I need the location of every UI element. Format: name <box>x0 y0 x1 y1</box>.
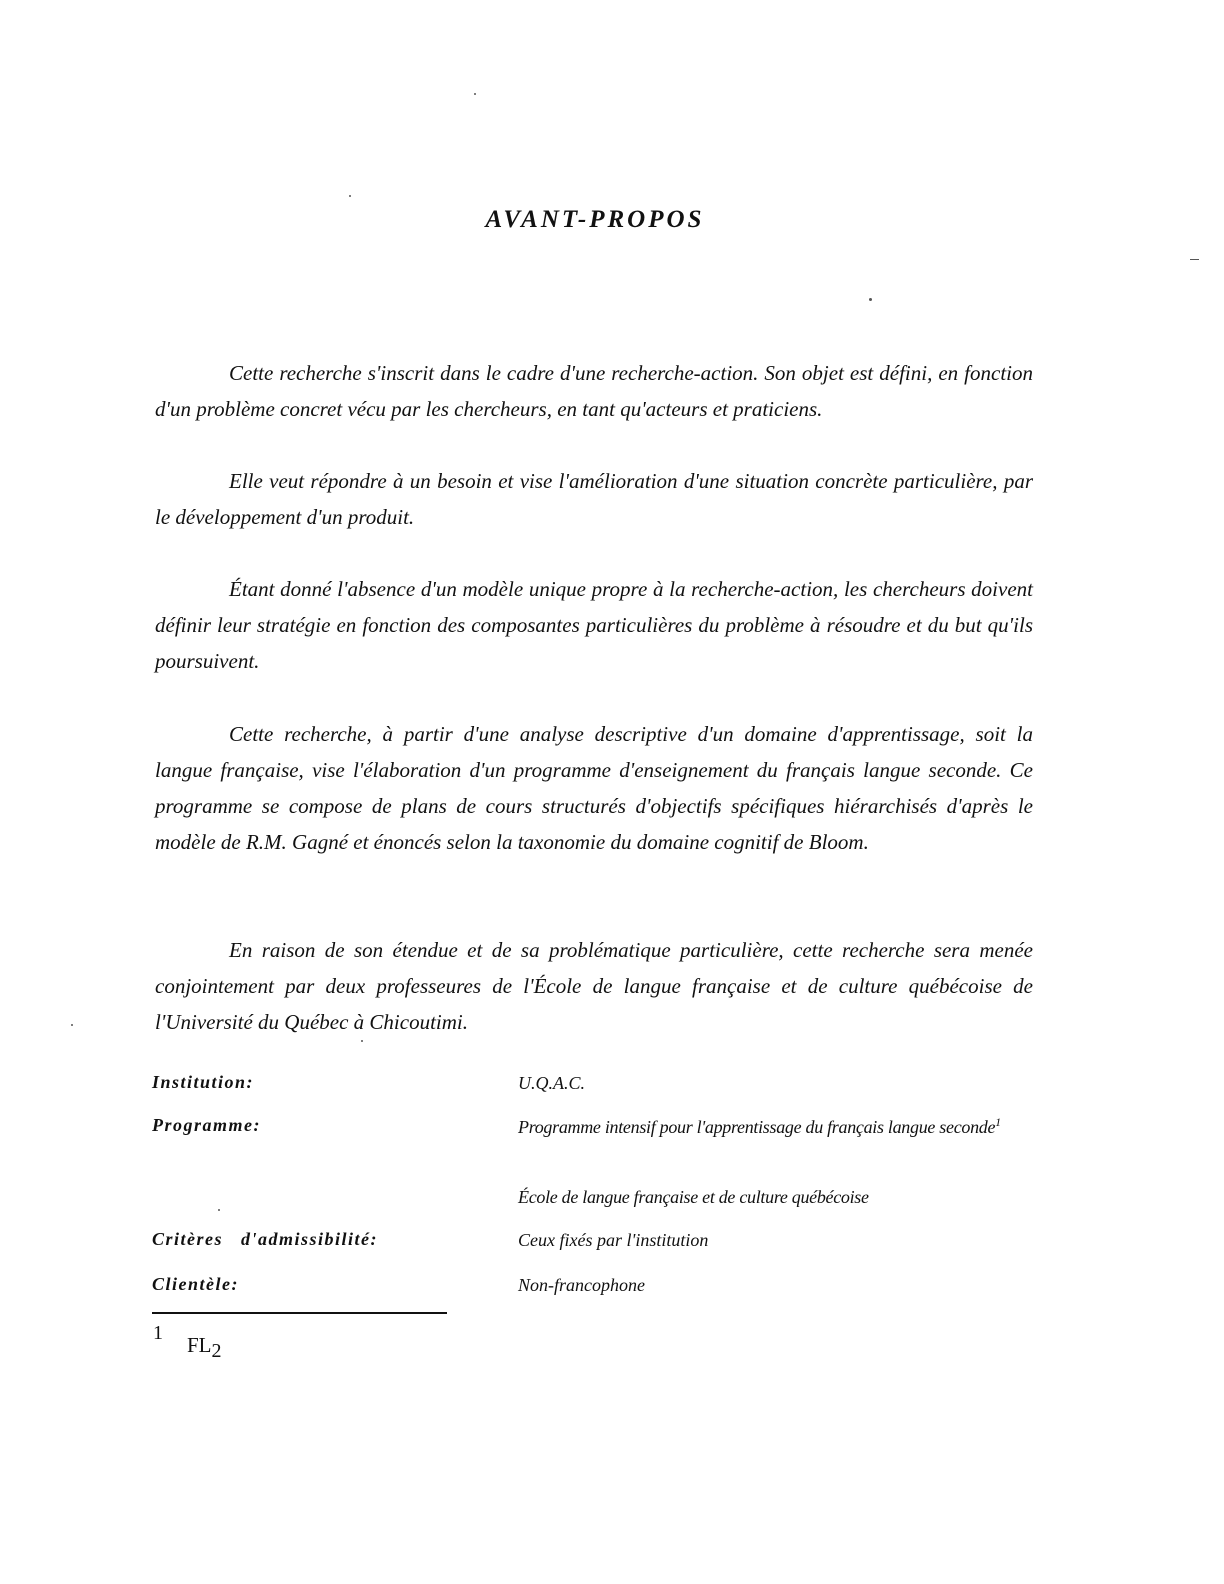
footnote-text-subscript: 2 <box>211 1340 222 1362</box>
scan-speck <box>349 195 351 197</box>
footnote-rule <box>152 1312 447 1314</box>
footnote-text <box>187 1333 222 1363</box>
paragraph-2: Elle veut répondre à un besoin et vise l'amélioration d'une situation concrète particulière, par le développement d'un produit. <box>155 469 1033 529</box>
paragraph-1: Cette recherche s'inscrit dans le cadre d'une recherche-action. Son objet est défini, en fonction d'un problème concret vécu par les chercheurs, en tant qu'acteurs et praticiens. <box>155 361 1033 421</box>
scan-speck <box>218 1209 220 1211</box>
institution-value: U.Q.A.C. <box>518 1073 585 1093</box>
scan-speck <box>474 93 476 95</box>
clientele-value: Non-francophone <box>518 1275 645 1295</box>
clientele-label: Clientèle: <box>152 1274 239 1294</box>
paragraph-5: En raison de son étendue et de sa problématique particulière, cette recherche sera menée conjointement par deux professeures de l'École de langue française et de culture québécoise de l'Université du Québec à Chicoutimi. <box>155 938 1033 1034</box>
scan-speck <box>361 1040 363 1042</box>
scan-speck <box>1190 259 1199 260</box>
page-title: AVANT-PROPOS <box>485 206 705 233</box>
scan-speck <box>71 1024 73 1026</box>
programme-school: École de langue française et de culture québécoise <box>518 1187 869 1207</box>
paragraph-3: Étant donné l'absence d'un modèle unique propre à la recherche-action, les chercheurs doivent définir leur stratégie en fonction des composantes particulières du problème à résoudre et du but qu'ils poursuivent. <box>155 577 1033 673</box>
footnote-number: 1 <box>153 1322 163 1344</box>
programme-label: Programme: <box>152 1115 261 1135</box>
institution-label: Institution: <box>152 1072 255 1092</box>
criteres-label: Critères d'admissibilité: <box>152 1229 379 1249</box>
criteres-value: Ceux fixés par l'institution <box>518 1230 709 1250</box>
paragraph-4: Cette recherche, à partir d'une analyse descriptive d'un domaine d'apprentissage, soit la langue française, vise l'élaboration d'un programme d'enseignement du français langue seconde. Ce programme se compose de plans de cours structurés d'objectifs spécifiques hiérarchisés d'après le modèle de R.M. Gagné et énoncés selon la taxonomie du domaine cognitif de Bloom. <box>155 722 1033 854</box>
footnote-reference: 1 <box>995 1115 1001 1129</box>
programme-value <box>518 1116 1038 1138</box>
programme-value-text: Programme intensif pour l'apprentissage du français langue seconde <box>518 1117 996 1137</box>
scan-speck <box>869 298 872 301</box>
footnote-text-main: FL <box>187 1333 212 1357</box>
